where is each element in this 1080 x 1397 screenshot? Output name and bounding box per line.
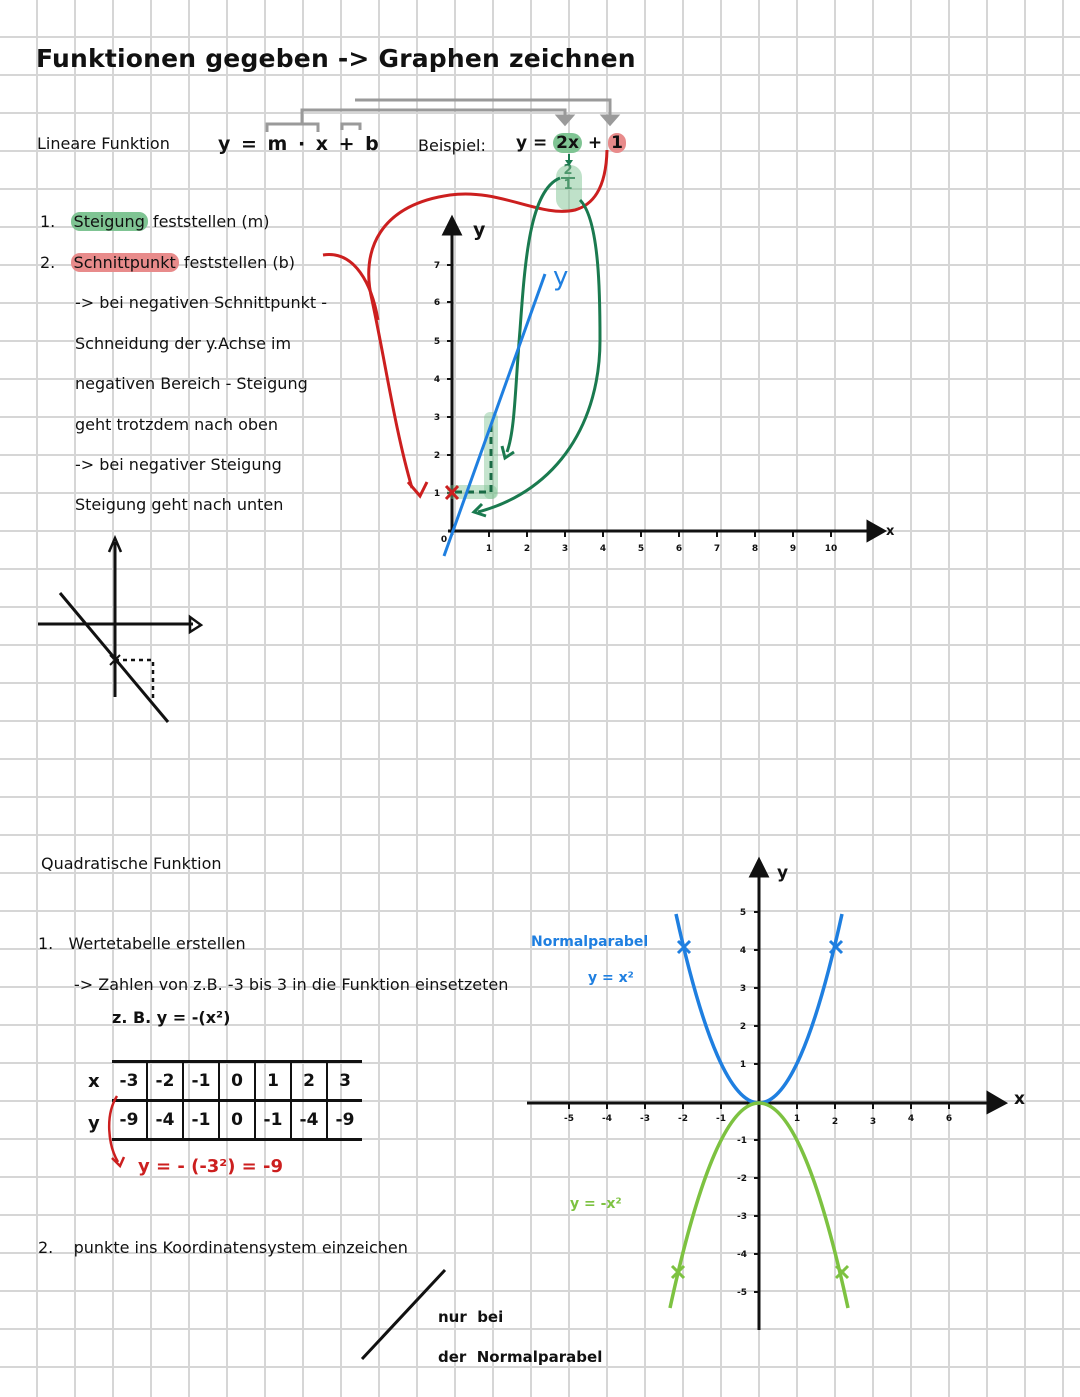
note-line: -> bei negativen Schnittpunkt -	[75, 293, 328, 312]
step-text: feststellen (b)	[178, 253, 295, 272]
table-cell: -9	[327, 1101, 362, 1140]
svg-text:3: 3	[433, 413, 441, 423]
step-text: Wertetabelle erstellen	[68, 934, 246, 953]
svg-text:2: 2	[739, 1022, 747, 1032]
svg-text:4: 4	[599, 544, 607, 554]
step-highlight-schnittpunkt: Schnittpunkt	[71, 253, 179, 272]
note-line: Schneidung der y.Achse im	[75, 334, 292, 353]
table-cell: 0	[219, 1062, 255, 1101]
svg-text:3: 3	[739, 984, 747, 994]
x-axis-arrow-icon	[988, 1093, 1005, 1112]
svg-text:2: 2	[523, 544, 531, 554]
linear-general-formula: y = m · x + b	[218, 133, 379, 155]
table-cell: 2	[291, 1062, 327, 1101]
y-axis-arrow-icon	[751, 860, 767, 876]
svg-text:-3: -3	[640, 1114, 650, 1124]
example-prefix: y =	[516, 133, 554, 153]
bracket-arrows	[267, 100, 617, 132]
svg-text:3: 3	[869, 1117, 877, 1127]
table-cell: 1	[255, 1062, 291, 1101]
svg-text:1: 1	[739, 1060, 747, 1070]
svg-text:6: 6	[675, 544, 683, 554]
table-y-label: y	[88, 1113, 100, 1134]
quadratic-heading: Quadratische Funktion	[41, 854, 222, 873]
example-intercept: 1	[608, 133, 626, 153]
step-text: feststellen (m)	[147, 212, 270, 231]
note-line: geht trotzdem nach oben	[75, 415, 279, 434]
svg-text:9: 9	[789, 544, 797, 554]
svg-text:5: 5	[433, 337, 441, 347]
svg-text:4: 4	[433, 375, 441, 385]
svg-text:7: 7	[713, 544, 721, 554]
svg-text:-2: -2	[737, 1174, 747, 1184]
svg-text:7: 7	[433, 261, 441, 271]
svg-text:-5: -5	[564, 1114, 574, 1124]
svg-text:6: 6	[433, 298, 441, 308]
example-label: Beispiel:	[418, 136, 486, 155]
green-arrow-1	[507, 178, 560, 452]
slope-highlight	[556, 165, 582, 211]
svg-text:8: 8	[751, 544, 759, 554]
step-number: 1.	[40, 212, 56, 231]
linear-chart	[444, 218, 884, 540]
step-text: punkte ins Koordinatensystem einzeichen	[73, 1238, 408, 1257]
svg-text:-3: -3	[737, 1212, 747, 1222]
svg-text:-1: -1	[737, 1136, 747, 1146]
table-cell: -1	[183, 1062, 219, 1101]
table-cell: -9	[112, 1101, 147, 1140]
step-number: 2.	[40, 253, 56, 272]
table-cell: -1	[183, 1101, 219, 1140]
note-line: Steigung geht nach unten	[75, 495, 284, 514]
svg-text:1: 1	[433, 489, 441, 499]
table-cell: -4	[147, 1101, 183, 1140]
line-label-y: y	[553, 262, 569, 292]
example-plus: +	[581, 133, 609, 153]
svg-text:-4: -4	[602, 1114, 612, 1124]
svg-text:1: 1	[485, 544, 493, 554]
svg-text:y: y	[777, 863, 789, 883]
svg-text:0: 0	[440, 535, 448, 545]
side-note-line-1: nur bei	[438, 1308, 504, 1326]
table-cell: -3	[112, 1062, 147, 1101]
svg-text:2: 2	[831, 1117, 839, 1127]
side-note-line-2: der Normalparabel	[438, 1348, 603, 1366]
page-title: Funktionen gegeben -> Graphen zeichnen	[36, 44, 636, 73]
linear-heading: Lineare Funktion	[37, 134, 170, 153]
svg-text:-2: -2	[678, 1114, 688, 1124]
step-number: 2.	[38, 1238, 54, 1257]
slash-stroke	[362, 1270, 445, 1359]
svg-text:3: 3	[561, 544, 569, 554]
svg-text:6: 6	[945, 1114, 953, 1124]
svg-text:5: 5	[637, 544, 645, 554]
step-number: 1.	[38, 934, 54, 953]
y-axis-arrow-icon	[444, 218, 460, 234]
label-neg-formula: y = -x²	[570, 1196, 622, 1212]
table-cell: -4	[291, 1101, 327, 1140]
svg-text:y: y	[473, 219, 486, 241]
table-red-arrow	[109, 1096, 118, 1162]
table-cell: 0	[219, 1101, 255, 1140]
svg-text:x: x	[886, 524, 895, 539]
x-axis-arrow-icon	[868, 522, 884, 540]
step-highlight-steigung: Steigung	[71, 212, 148, 231]
table-cell: -1	[255, 1101, 291, 1140]
svg-text:-5: -5	[737, 1288, 747, 1298]
note-line: -> bei negativer Steigung	[75, 455, 282, 474]
quadratic-step-1-note: -> Zahlen von z.B. -3 bis 3 in die Funktion einsetzeten	[74, 975, 509, 994]
svg-text:4: 4	[907, 1114, 915, 1124]
svg-text:1: 1	[793, 1114, 801, 1124]
label-normalparabel: Normalparabel	[531, 934, 649, 950]
svg-text:x: x	[1014, 1089, 1025, 1109]
svg-text:4: 4	[739, 946, 747, 956]
quadratic-chart	[527, 860, 1005, 1330]
table-cell: -2	[147, 1062, 183, 1101]
note-line: negativen Bereich - Steigung	[75, 374, 308, 393]
label-normal-formula: y = x²	[588, 970, 634, 986]
svg-text:-4: -4	[737, 1250, 747, 1260]
svg-text:5: 5	[739, 908, 747, 918]
table-cell: 3	[327, 1062, 362, 1101]
example-slope: 2x	[553, 133, 582, 153]
calc-note: y = - (-3²) = -9	[138, 1156, 284, 1177]
svg-text:-1: -1	[716, 1114, 726, 1124]
linear-function-line	[444, 274, 545, 556]
table-x-label: x	[88, 1071, 100, 1092]
svg-text:2: 2	[433, 451, 441, 461]
negative-slope-sketch	[38, 538, 201, 722]
quadratic-example: z. B. y = -(x²)	[112, 1008, 231, 1027]
svg-text:10: 10	[824, 544, 838, 554]
